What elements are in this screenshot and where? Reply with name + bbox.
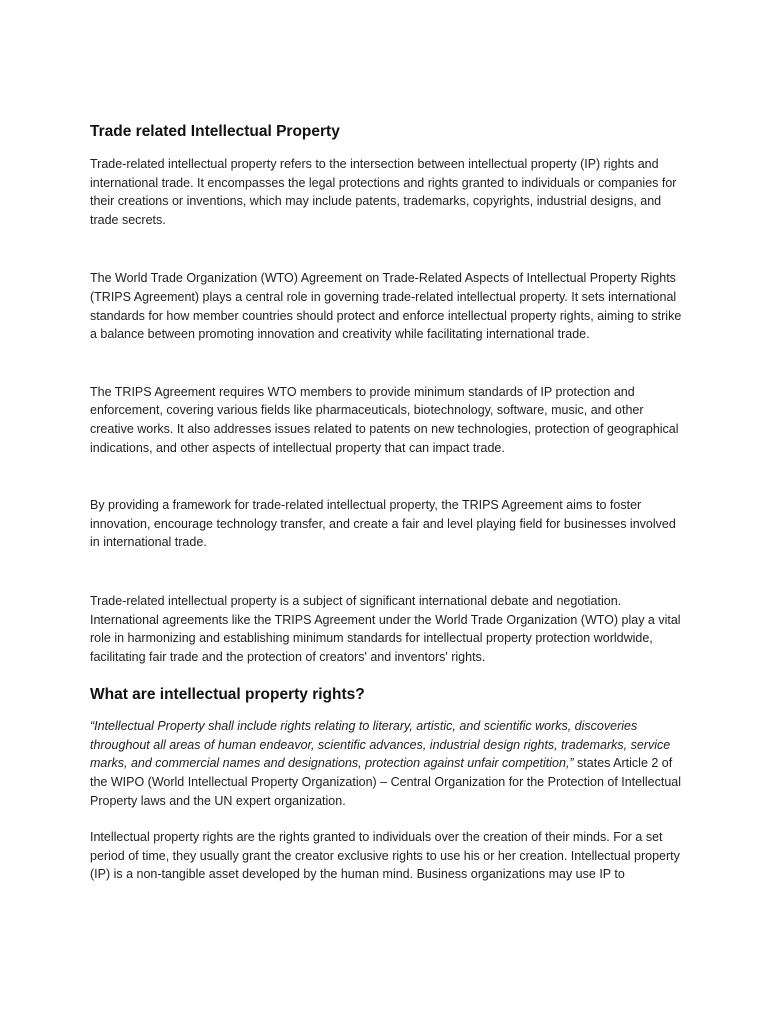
paragraph-wipo-quote <box>90 717 682 810</box>
paragraph-international-debate: Trade-related intellectual property is a subject of significant international debate and negotiation. International agreements like the TRIPS Agreement under the World Trade Organization (WTO) play a vital role in harmonizing and establishing minimum standards for intellectual property protection worldwide, facilitating fair trade and the protection of creators' and inventors' rights. <box>90 593 681 664</box>
paragraph-trips-framework: By providing a framework for trade-related intellectual property, the TRIPS Agreement aims to foster innovation, encourage technology transfer, and create a fair and level playing field for businesses involved in international trade. <box>90 498 676 550</box>
wipo-quote-text: “Intellectual Property shall include rights relating to literary, artistic, and scientific works, discoveries throughout all areas of human endeavor, scientific advances, industrial design rights, trademarks, service marks, and commercial names and designations, protection against unfair competition,” <box>90 719 671 771</box>
section-heading-trade-related-ip: Trade related Intellectual Property <box>90 123 340 140</box>
paragraph-trips-role: The World Trade Organization (WTO) Agreement on Trade-Related Aspects of Intellectual Property Rights (TRIPS Agreement) plays a central role in governing trade-related intellectual property. It sets international standards for how member countries should protect and enforce intellectual property rights, aiming to strike a balance between promoting innovation and creativity while facilitating international trade. <box>90 271 682 342</box>
section-heading-ip-rights: What are intellectual property rights? <box>90 686 365 704</box>
wipo-quote-attribution: states Article 2 of the WIPO (World Intellectual Property Organization) – Central Organization for the Protection of Intellectual Property laws and the UN expert organization. <box>90 756 682 808</box>
paragraph-ip-rights-definition: Intellectual property rights are the rights granted to individuals over the creation of their minds. For a set period of time, they usually grant the creator exclusive rights to use his or her creation. Intellectual property (IP) is a non-tangible asset developed by the human mind. Business organizations may use IP to <box>90 830 680 882</box>
paragraph-ip-definition: Trade-related intellectual property refers to the intersection between intellectual property (IP) rights and international trade. It encompasses the legal protections and rights granted to individuals or companies for their creations or inventions, which may include patents, trademarks, copyrights, industrial designs, and trade secrets. <box>90 157 677 227</box>
document-page <box>90 123 682 884</box>
paragraph-trips-requirements: The TRIPS Agreement requires WTO members to provide minimum standards of IP protection and enforcement, covering various fields like pharmaceuticals, biotechnology, software, music, and other creative works. It also addresses issues related to patents on new technologies, protection of geographical indications, and other aspects of intellectual property that can impact trade. <box>90 384 679 455</box>
